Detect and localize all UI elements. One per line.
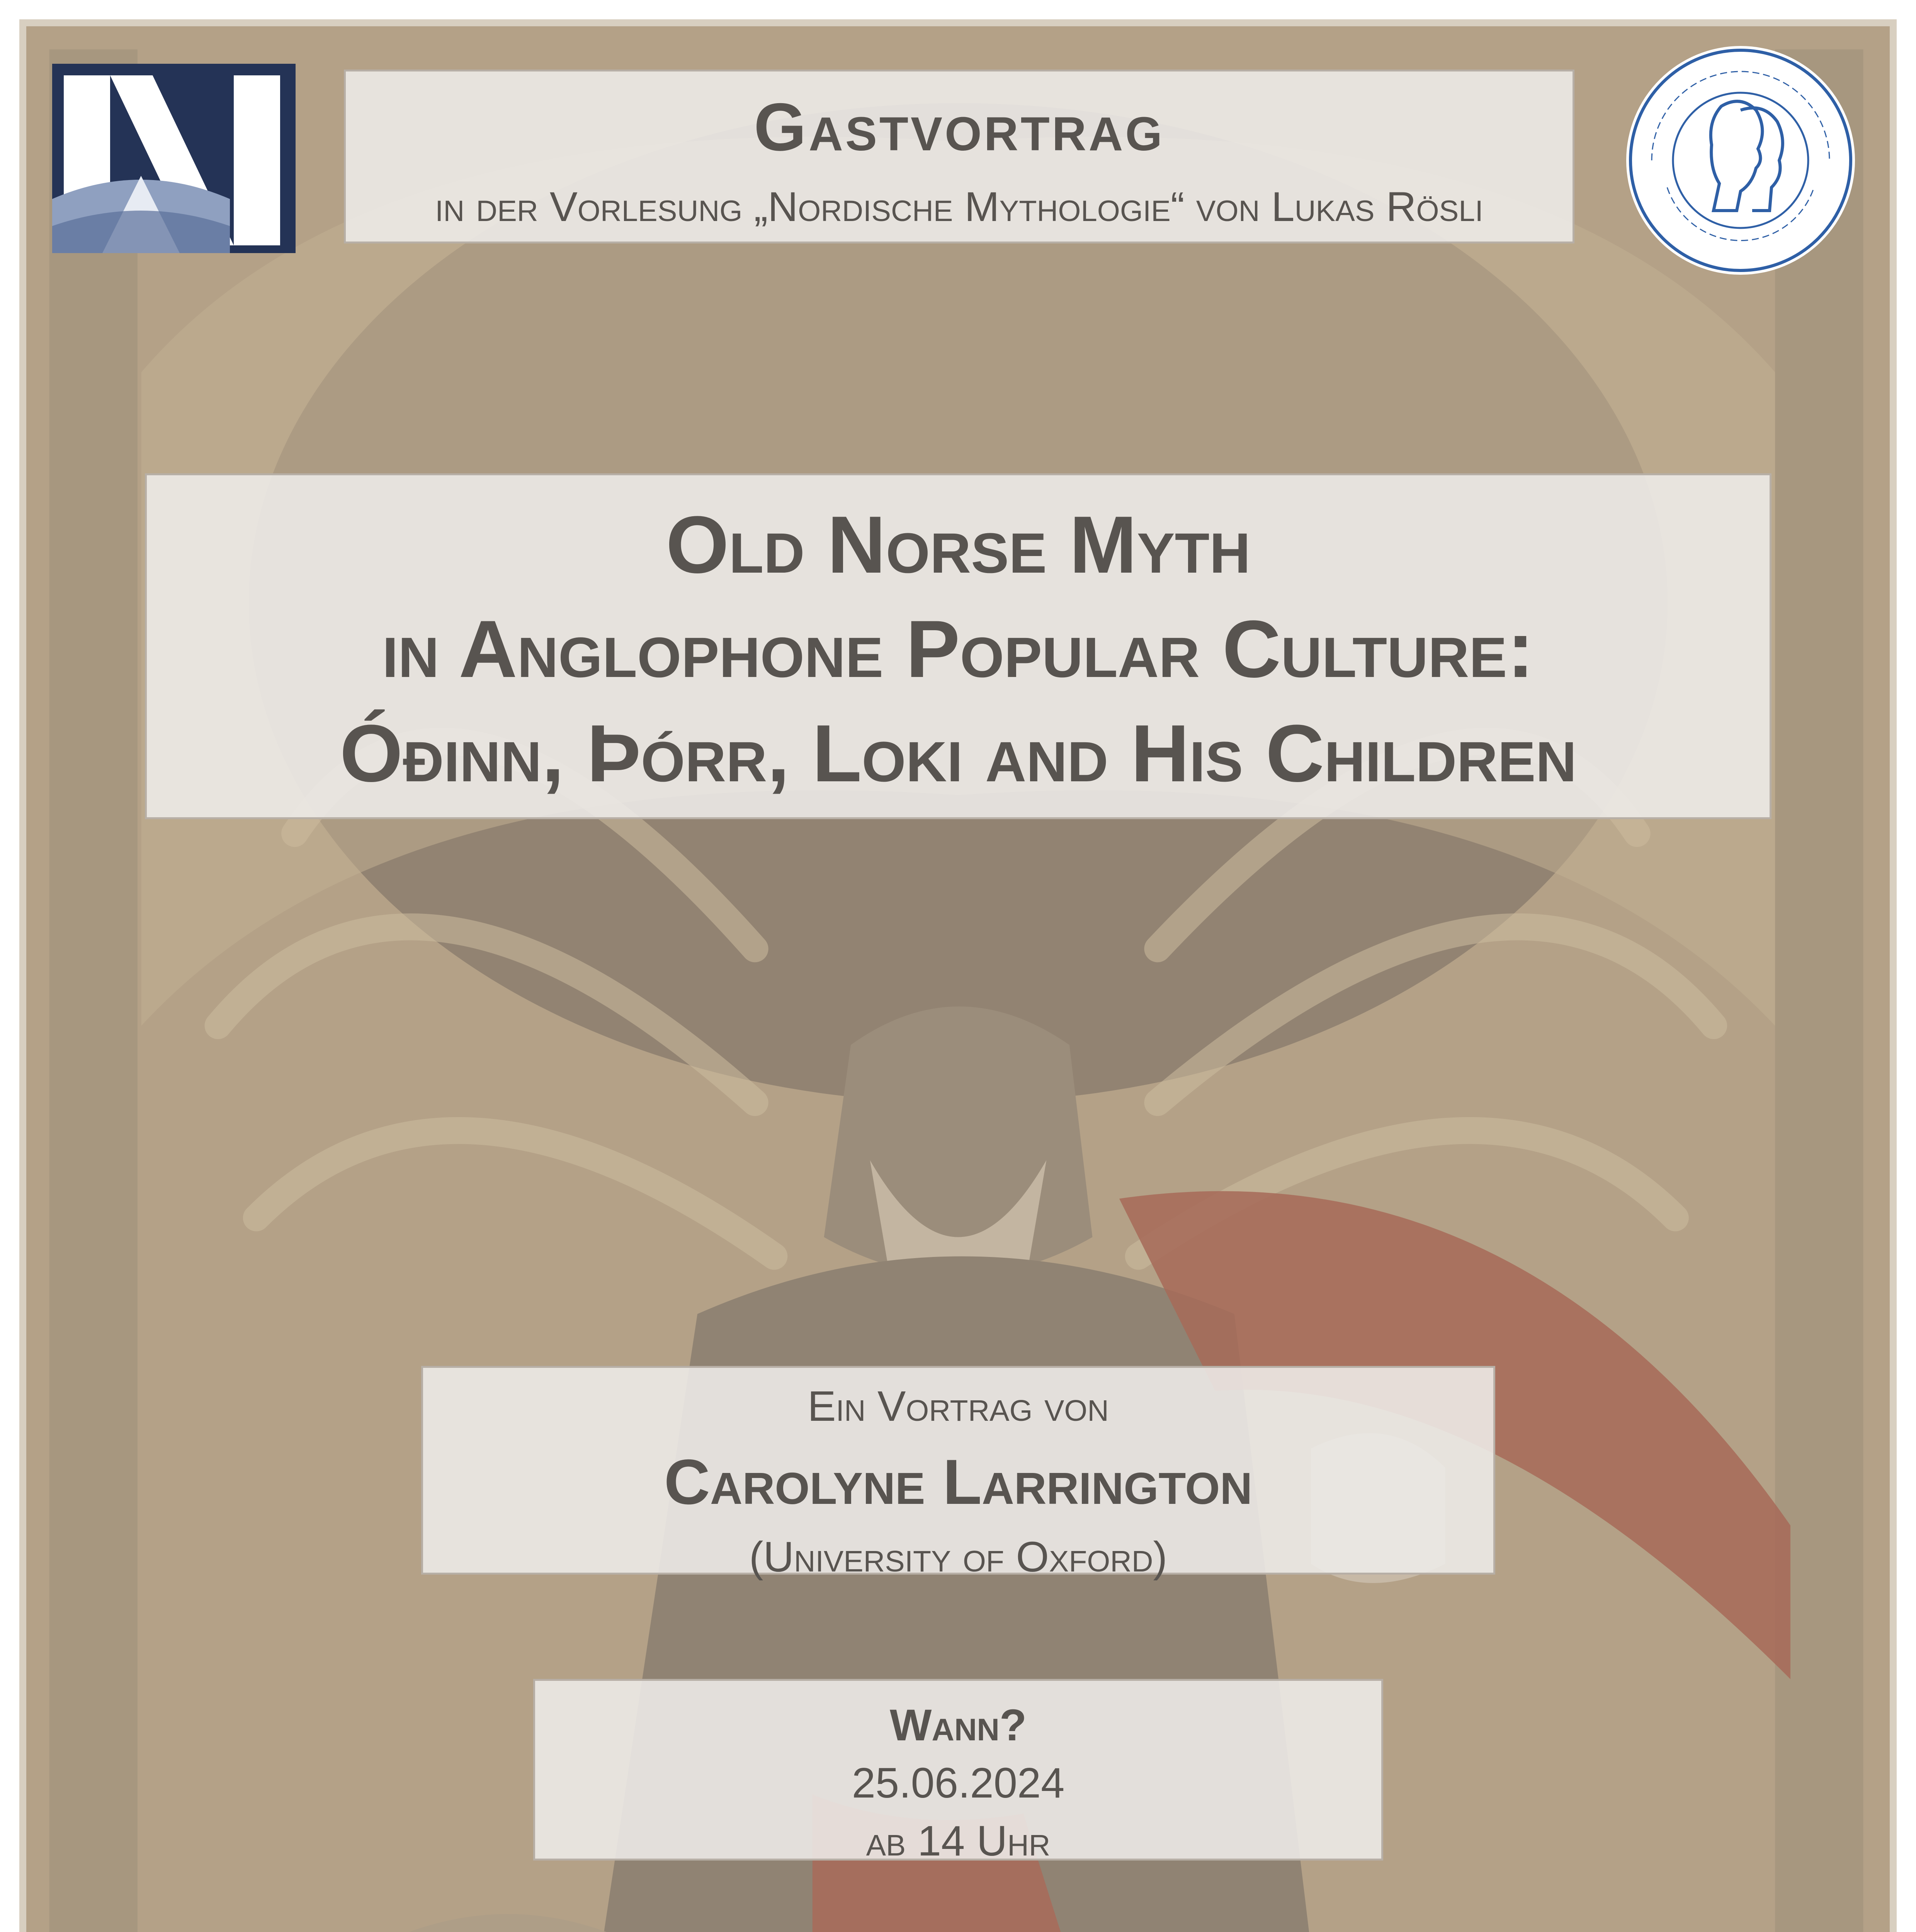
when-heading: Wann?	[889, 1701, 1027, 1750]
speaker-name: Carolyne Larrington	[664, 1446, 1253, 1517]
background-artwork	[26, 26, 1890, 1932]
university-seal	[1625, 44, 1856, 276]
talk-title-banner	[145, 473, 1771, 819]
talk-title-line: Óðinn, Þórr, Loki and His Children	[340, 708, 1577, 799]
when-panel	[533, 1679, 1383, 1865]
poster-frame	[19, 19, 1897, 1932]
speaker-affiliation: (University of Oxford)	[749, 1533, 1168, 1581]
header-title: Gastvortrag	[753, 90, 1165, 165]
header-subtitle: in der Vorlesung „Nordische Mythologie“ von Lukas Rösli	[435, 183, 1483, 230]
talk-title-line: in Anglophone Popular Culture:	[382, 604, 1534, 694]
institute-logo	[52, 64, 296, 253]
event-date: 25.06.2024	[852, 1759, 1065, 1807]
header-banner	[344, 70, 1574, 243]
event-time: ab 14 Uhr	[866, 1817, 1051, 1865]
speaker-intro: Ein Vortrag von	[808, 1383, 1109, 1430]
speaker-panel	[421, 1366, 1495, 1581]
talk-title-line: Old Norse Myth	[666, 499, 1251, 590]
